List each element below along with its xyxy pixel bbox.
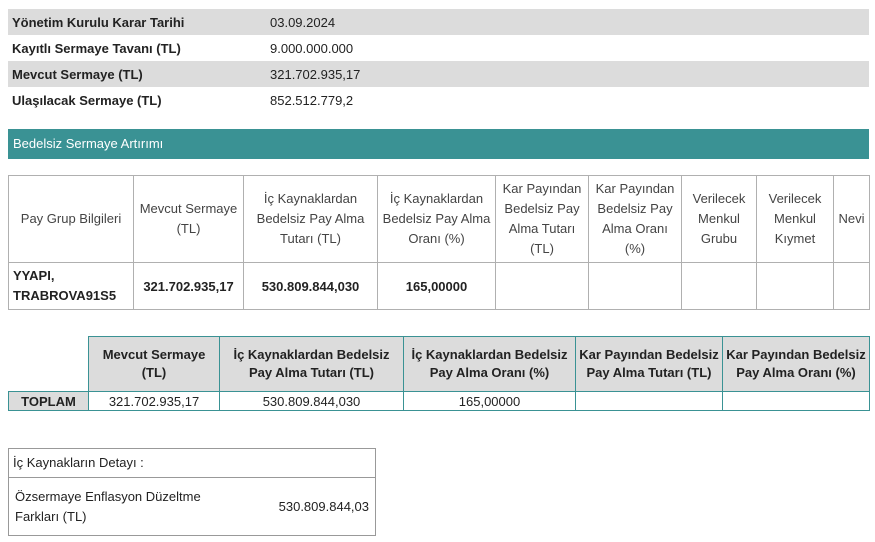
share-group-table xyxy=(8,175,870,310)
totals-table xyxy=(8,336,870,411)
info-value: 321.702.935,17 xyxy=(266,61,869,87)
info-label: Mevcut Sermaye (TL) xyxy=(8,61,266,87)
info-row xyxy=(8,61,869,87)
detail-title: İç Kaynakların Detayı : xyxy=(9,449,375,478)
info-row xyxy=(8,9,869,35)
section-header: Bedelsiz Sermaye Artırımı xyxy=(8,129,869,159)
type-cell xyxy=(834,263,870,310)
table-row xyxy=(9,392,870,411)
column-header: İç Kaynaklardan Bedelsiz Pay Alma Oranı (%) xyxy=(378,176,496,263)
internal-sources-detail xyxy=(8,448,376,536)
total-label: TOPLAM xyxy=(9,392,89,411)
column-header: Kar Payından Bedelsiz Pay Alma Oranı (%) xyxy=(589,176,682,263)
column-header: Kar Payından Bedelsiz Pay Alma Oranı (%) xyxy=(723,337,870,392)
column-header: İç Kaynaklardan Bedelsiz Pay Alma Tutarı (TL) xyxy=(244,176,378,263)
info-label: Kayıtlı Sermaye Tavanı (TL) xyxy=(12,40,181,56)
info-label: Yönetim Kurulu Karar Tarihi xyxy=(8,9,266,35)
total-internal-rate: 165,00000 xyxy=(404,392,576,411)
column-header: Verilecek Menkul Grubu xyxy=(682,176,757,263)
total-dividend-amount xyxy=(576,392,723,411)
column-header: İç Kaynaklardan Bedelsiz Pay Alma Oranı (%) xyxy=(404,337,576,392)
table-header-row xyxy=(9,176,870,263)
share-group-cell: YYAPI, TRABROVA91S5 xyxy=(9,263,134,310)
internal-amount-cell: 530.809.844,030 xyxy=(244,263,378,310)
info-label: Ulaşılacak Sermaye (TL) xyxy=(12,92,162,108)
column-header: Mevcut Sermaye (TL) xyxy=(134,176,244,263)
capital-info-table xyxy=(8,9,869,113)
current-capital-cell: 321.702.935,17 xyxy=(134,263,244,310)
table-header-row xyxy=(9,337,870,392)
total-internal-amount: 530.809.844,030 xyxy=(220,392,404,411)
security-cell xyxy=(757,263,834,310)
dividend-rate-cell xyxy=(589,263,682,310)
column-header: Pay Grup Bilgileri xyxy=(9,176,134,263)
info-value: 852.512.779,2 xyxy=(270,92,354,108)
info-value: 9.000.000.000 xyxy=(270,40,354,56)
column-header: Kar Payından Bedelsiz Pay Alma Tutarı (TL) xyxy=(576,337,723,392)
detail-item-value: 530.809.844,03 xyxy=(278,499,369,514)
info-row xyxy=(8,87,869,113)
info-row xyxy=(8,35,869,61)
total-current-capital: 321.702.935,17 xyxy=(89,392,220,411)
detail-item-label: Özsermaye Enflasyon Düzeltme Farkları (TL) xyxy=(15,489,201,524)
security-group-cell xyxy=(682,263,757,310)
column-header: Verilecek Menkul Kıymet xyxy=(757,176,834,263)
column-header: Nevi xyxy=(834,176,870,263)
dividend-amount-cell xyxy=(496,263,589,310)
column-header: İç Kaynaklardan Bedelsiz Pay Alma Tutarı (TL) xyxy=(220,337,404,392)
table-row xyxy=(9,263,870,310)
column-header: Mevcut Sermaye (TL) xyxy=(89,337,220,392)
info-value: 03.09.2024 xyxy=(266,9,869,35)
column-header xyxy=(9,337,89,392)
internal-rate-cell: 165,00000 xyxy=(378,263,496,310)
total-dividend-rate xyxy=(723,392,870,411)
column-header: Kar Payından Bedelsiz Pay Alma Tutarı (TL) xyxy=(496,176,589,263)
